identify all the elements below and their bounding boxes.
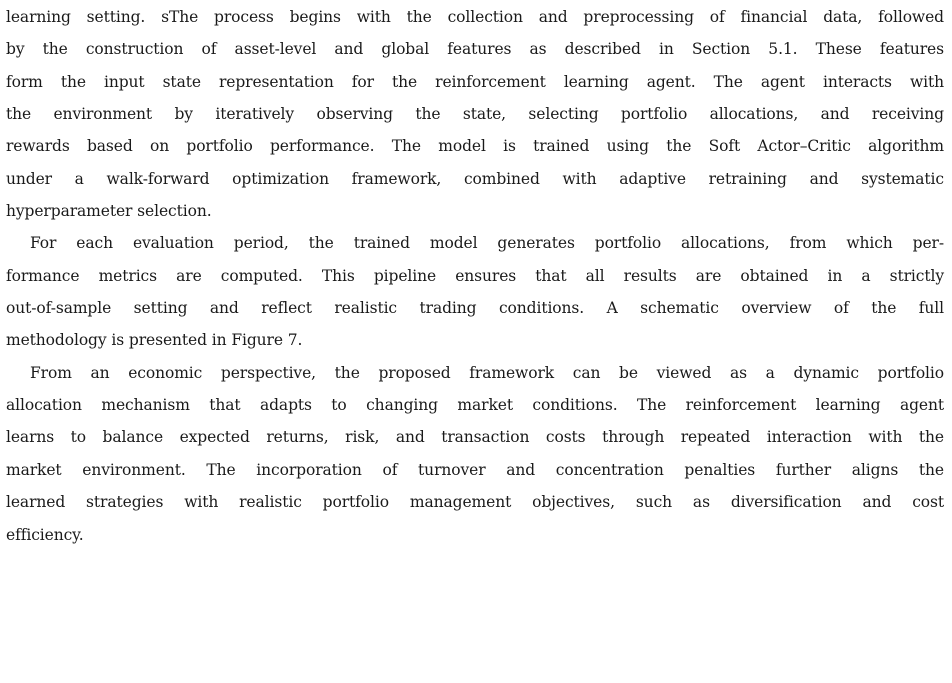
text-line: From an economic perspective, the proposed framework can be viewed as a dynamic portfolio — [30, 363, 944, 382]
text-line: the environment by iteratively observing the state, selecting portfolio allocations, and receiving — [6, 105, 944, 124]
text-line: efficiency. — [6, 525, 84, 544]
paragraph-1 — [6, 1, 944, 227]
text-line: allocation mechanism that adapts to changing market conditions. The reinforcement learning agent — [6, 396, 944, 415]
text-line: methodology is presented in Figure 7. — [6, 331, 303, 350]
paragraph-3 — [6, 357, 944, 551]
text-line: learns to balance expected returns, risk, and transaction costs through repeated interaction with the — [6, 428, 944, 447]
text-line: For each evaluation period, the trained model generates portfolio allocations, from which per- — [30, 234, 944, 253]
paper-page — [6, 1, 944, 551]
text-line: learned strategies with realistic portfolio management objectives, such as diversification and cost — [6, 493, 944, 512]
text-line: formance metrics are computed. This pipeline ensures that all results are obtained in a strictly — [6, 266, 944, 285]
paragraph-2 — [6, 227, 944, 356]
text-line: out-of-sample setting and reflect realistic trading conditions. A schematic overview of the full — [6, 299, 944, 318]
text-line: rewards based on portfolio performance. The model is trained using the Soft Actor–Critic algorithm — [6, 137, 944, 156]
text-line: form the input state representation for the reinforcement learning agent. The agent interacts with — [6, 72, 944, 91]
text-line: learning setting. sThe process begins with the collection and preprocessing of financial data, followed — [6, 8, 944, 26]
text-line: market environment. The incorporation of turnover and concentration penalties further aligns the — [6, 460, 944, 479]
text-line: by the construction of asset-level and global features as described in Section 5.1. These features — [6, 40, 944, 59]
text-line: hyperparameter selection. — [6, 202, 212, 221]
text-line: under a walk-forward optimization framework, combined with adaptive retraining and systematic — [6, 169, 944, 188]
